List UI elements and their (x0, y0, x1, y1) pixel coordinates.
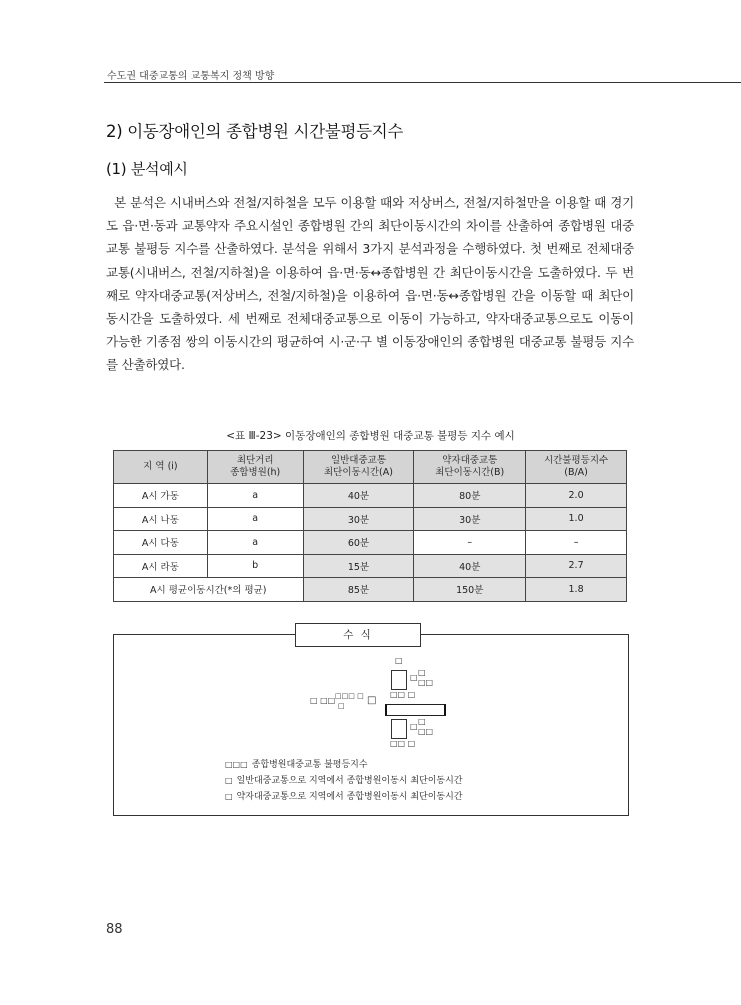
formula-glyph: □ (338, 702, 345, 710)
cell-general-time: 40분 (303, 484, 414, 508)
table-row (114, 484, 627, 508)
legend-symbol: □ (225, 792, 233, 801)
fraction-bar (385, 704, 446, 716)
legend-symbol: □□□ (225, 760, 248, 769)
legend-symbol: □ (225, 776, 233, 785)
summary-index: 1.8 (526, 578, 627, 602)
formula-glyph: □ (418, 668, 426, 677)
table-row (114, 554, 627, 578)
cell-index: 2.7 (526, 554, 627, 578)
formula-glyph: □□ □ (390, 690, 416, 699)
table-row (114, 507, 627, 531)
running-header: 수도권 대중교통의 교통복지 정책 방향 (107, 71, 275, 82)
header-index-line2: (B/A) (564, 467, 588, 478)
formula-legend-item (225, 757, 368, 770)
inequality-table (113, 450, 627, 602)
summary-general: 85분 (303, 578, 414, 602)
header-general-line1: 일반대중교통 (330, 455, 386, 466)
cell-region: A시 나동 (114, 507, 208, 531)
header-weak-line2: 최단이동시간(B) (435, 467, 505, 478)
header-weak-line1: 약자대중교통 (442, 455, 498, 466)
cell-weak-time: 80분 (414, 484, 526, 508)
formula-box-glyph (391, 719, 407, 739)
formula-glyph: □ (410, 673, 418, 682)
table-summary-row (114, 578, 627, 602)
formula-box-glyph (391, 670, 407, 690)
formula-glyph: □□ □ (390, 739, 416, 748)
cell-weak-time: 30분 (414, 507, 526, 531)
table-row (114, 531, 627, 555)
formula-glyph: □ □□ (310, 696, 336, 705)
table-header-row (114, 451, 627, 484)
header-index (526, 451, 627, 484)
cell-weak-time: – (414, 531, 526, 555)
legend-text: 일반대중교통으로 지역에서 종합병원이동시 최단이동시간 (236, 776, 463, 786)
header-region (114, 451, 208, 484)
cell-general-time: 30분 (303, 507, 414, 531)
header-hospital-line2: 종합병원(h) (230, 467, 281, 478)
formula-title: 수 식 (295, 623, 421, 647)
table-caption: <표 Ⅲ-23> 이동장애인의 종합병원 대중교통 불평등 지수 예시 (226, 430, 515, 442)
header-weak-transit (414, 451, 526, 484)
cell-region: A시 라동 (114, 554, 208, 578)
formula-glyph: □□ (418, 678, 434, 687)
summary-weak: 150분 (414, 578, 526, 602)
formula-glyph: □ (418, 717, 426, 726)
cell-index: 2.0 (526, 484, 627, 508)
header-general-transit (303, 451, 414, 484)
cell-hospital: a (207, 507, 303, 531)
header-general-line2: 최단이동시간(A) (323, 467, 393, 478)
formula-glyph: □ (395, 656, 403, 665)
cell-weak-time: 40분 (414, 554, 526, 578)
legend-text: 약자대중교통으로 지역에서 종합병원이동시 최단이동시간 (236, 792, 463, 802)
cell-region: A시 다동 (114, 531, 208, 555)
cell-region: A시 가동 (114, 484, 208, 508)
cell-hospital: a (207, 484, 303, 508)
body-paragraph (106, 191, 634, 377)
formula-legend-item (225, 773, 463, 786)
cell-hospital: a (207, 531, 303, 555)
subsection-title: (1) 분석예시 (106, 160, 188, 178)
header-hospital (207, 451, 303, 484)
formula-glyph: □ (410, 722, 418, 731)
formula-glyph: □□ (418, 727, 434, 736)
cell-general-time: 60분 (303, 531, 414, 555)
cell-index: – (526, 531, 627, 555)
header-region-label: 지 역 (i) (143, 461, 178, 472)
header-index-line1: 시간불평등지수 (543, 455, 609, 466)
header-rule (104, 82, 741, 83)
cell-hospital: b (207, 554, 303, 578)
body-paragraph-text: 본 분석은 시내버스와 전철/지하철을 모두 이용할 때와 저상버스, 전철/지하철만을 이용할 때 경기도 읍·면·동과 교통약자 주요시설인 종합병원 간의 최단이동시간의 차이를 산출하여 종합병원 대중교통 불평등 지수를 산출하였다. 분석을 위해서 3가지 분석과정을 수행하였다. 첫 번째로 전체대중교통(시내버스, 전철/지하철)을 이용하여 읍·면·동↔종합병원 간 최단이동시간을 도출하였다. 두 번째로 약자대중교통(저상버스, 전철/지하철)을 이용하여 읍·면·동↔종합병원 간을 이동할 때 최단이동시간을 도출하였다. 세 번째로 전체대중교통으로 이동이 가능하고, 약자대중교통으로도 이동이 가능한 기종점 쌍의 이동시간의 평균하여 시·군·구 별 이동장애인의 종합병원 대중교통 불평등 지수를 산출하였다. (106, 195, 635, 373)
formula-glyph: □ (367, 695, 377, 706)
cell-index: 1.0 (526, 507, 627, 531)
formula-legend-item (225, 789, 463, 802)
page-number: 88 (106, 922, 123, 937)
legend-text: 종합병원대중교통 불평등지수 (251, 760, 368, 770)
cell-general-time: 15분 (303, 554, 414, 578)
summary-label: A시 평균이동시간(*의 평균) (114, 578, 304, 602)
header-hospital-line1: 최단거리 (236, 455, 274, 466)
formula-glyph: □□□ □ (335, 692, 364, 700)
section-title: 2) 이동장애인의 종합병원 시간불평등지수 (106, 122, 404, 141)
